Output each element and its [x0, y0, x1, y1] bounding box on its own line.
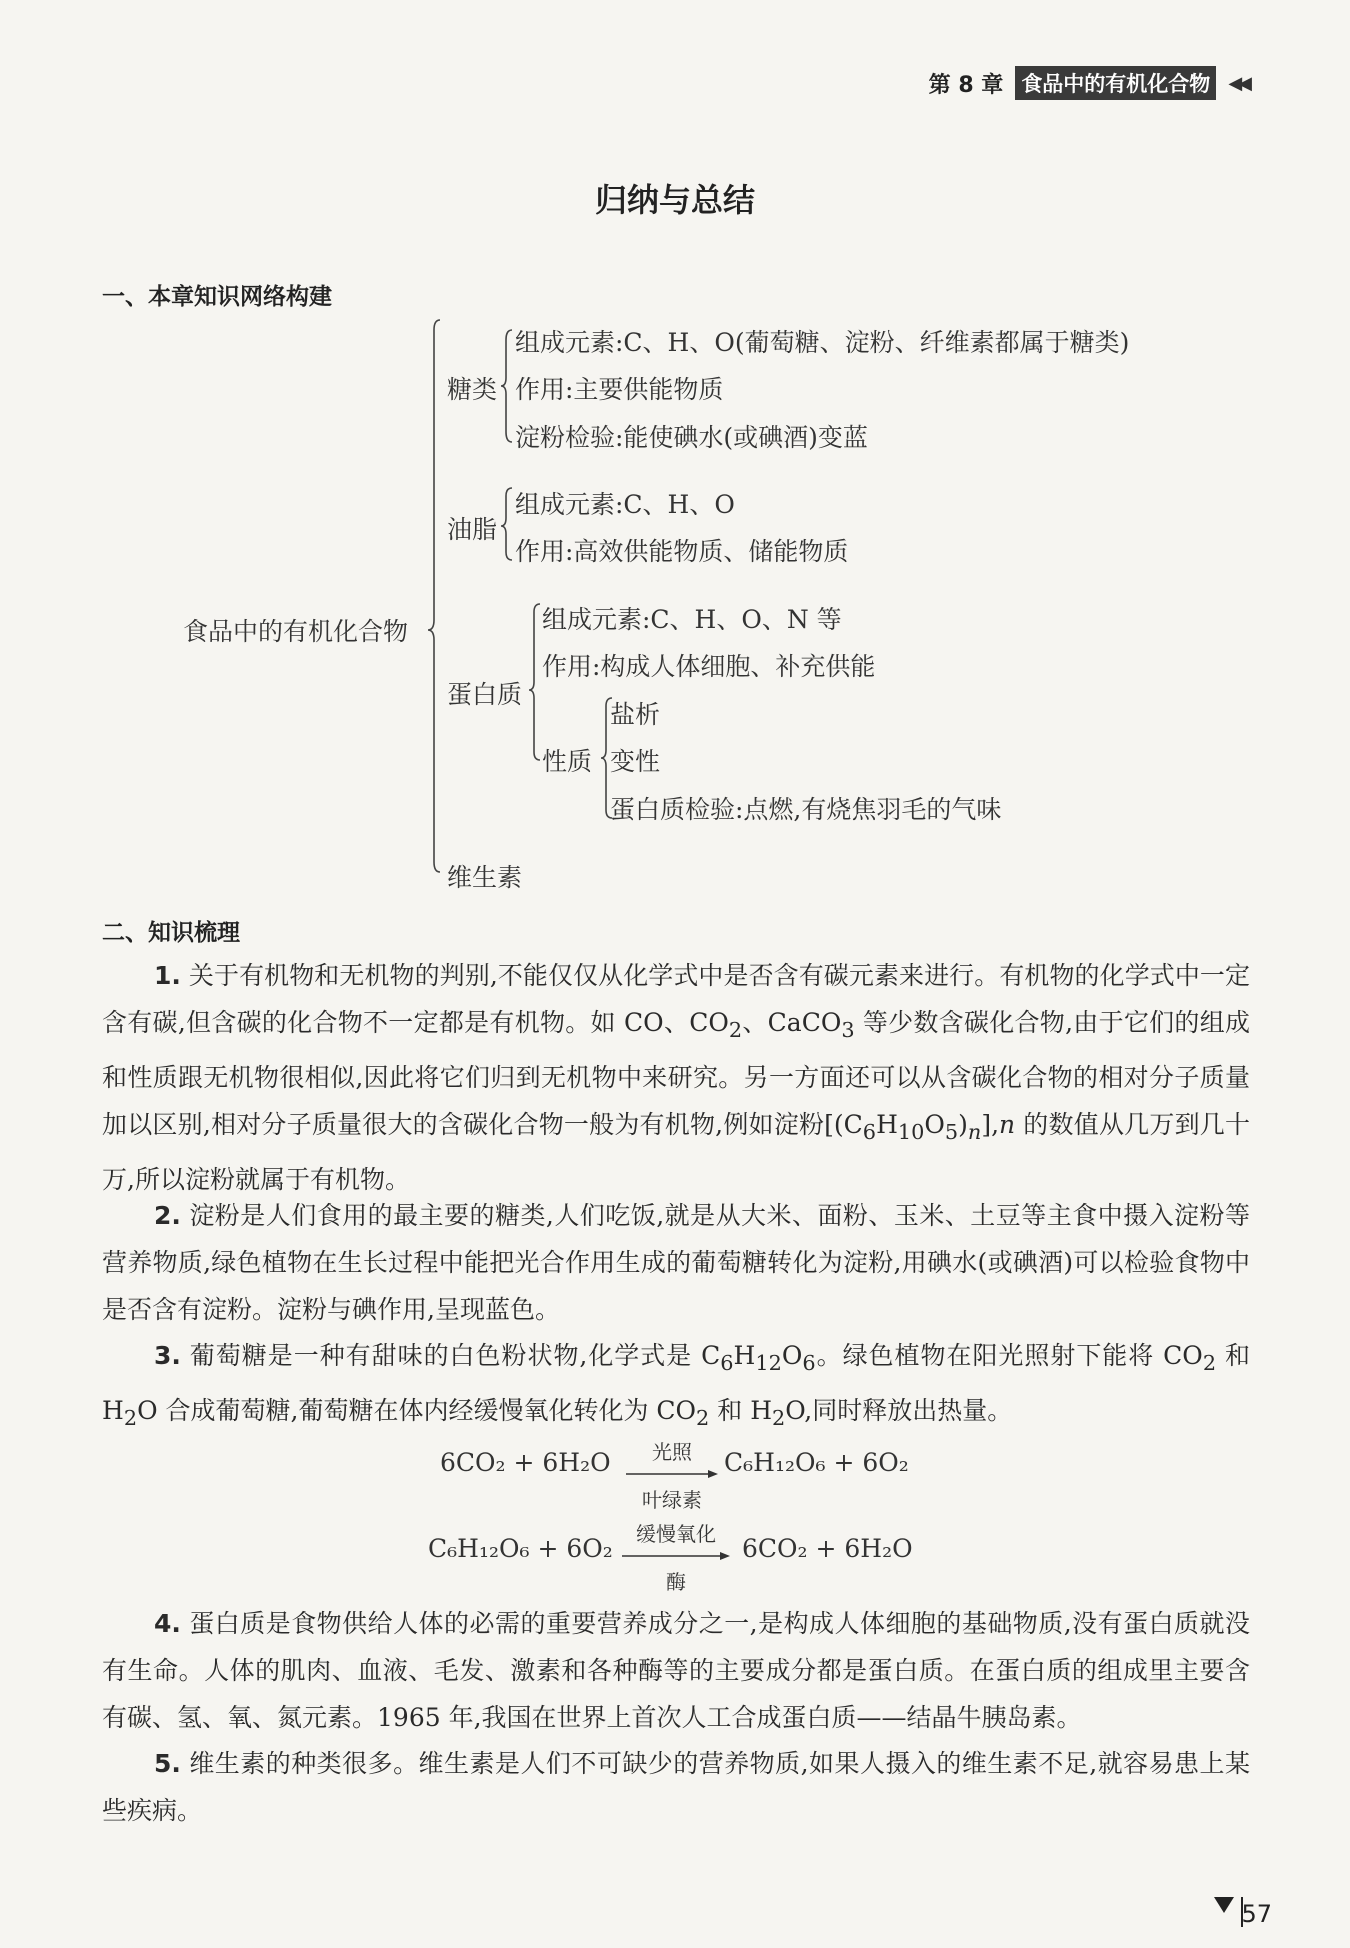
tree-vitamin-label: 维生素: [447, 863, 523, 892]
section-heading-network: 一、本章知识网络构建: [102, 284, 332, 310]
tree-property-label: 性质: [542, 747, 593, 776]
tree-protein-item: 作用:构成人体细胞、补充供能: [542, 652, 876, 681]
tree-sugar-item: 组成元素:C、H、O(葡萄糖、淀粉、纤维素都属于糖类): [515, 328, 1130, 357]
arrow-condition-above: 光照: [652, 1440, 692, 1464]
right-arrow-icon: [624, 1468, 720, 1480]
equation-right: C₆H₁₂O₆ + 6O₂: [724, 1448, 909, 1477]
tree-property-item: 盐析: [610, 700, 661, 729]
tree-root: 食品中的有机化合物: [183, 617, 409, 646]
paragraph-number: 5.: [154, 1749, 181, 1778]
paragraph-number: 4.: [154, 1609, 181, 1638]
paragraph-1: 1. 关于有机物和无机物的判别,不能仅仅从化学式中是否含有碳元素来进行。有机物的化学式中一定含有碳,但含碳的化合物不一定都是有机物。如 CO、$CO_2$、CaCO$_3$ 等少数含碳化合物,由于它们的组成和性质跟无机物很相似,因此将它们归到无机物中来研究。另一方面还可以从含碳化合物的相对分子质量加以区别,相对分子质量很大的含碳化合物一般为有机物,例如淀粉$[(C_6H_{10}O_5)_n],n$ 的数值从几万到几十万,所以淀粉就属于有机物。: [102, 961, 1250, 1194]
equation-right: 6CO₂ + 6H₂O: [742, 1534, 913, 1563]
chapter-number: 第 8 章: [928, 72, 1004, 98]
paragraph-2: 2. 淀粉是人们食用的最主要的糖类,人们吃饭,就是从大米、面粉、玉米、土豆等主食中摄入淀粉等营养物质,绿色植物在生长过程中能把光合作用生成的葡萄糖转化为淀粉,用碘水(或碘酒)可以检验食物中是否含有淀粉。淀粉与碘作用,呈现蓝色。: [102, 1201, 1250, 1324]
page-title: 归纳与总结: [594, 181, 755, 219]
paragraph-4: 4. 蛋白质是食物供给人体的必需的重要营养成分之一,是构成人体细胞的基础物质,没有蛋白质就没有生命。人体的肌肉、血液、毛发、激素和各种酶等的主要成分都是蛋白质。在蛋白质的组成里主要含有碳、氢、氧、氮元素。1965 年,我国在世界上首次人工合成蛋白质——结晶牛胰岛素。: [102, 1609, 1250, 1732]
tree-fat-item: 作用:高效供能物质、储能物质: [515, 537, 849, 566]
arrow-condition-below: 叶绿素: [642, 1488, 702, 1512]
tree-protein-item: 组成元素:C、H、O、N 等: [542, 605, 842, 634]
section-heading-review: 二、知识梳理: [102, 920, 240, 946]
arrow-condition-above: 缓慢氧化: [636, 1522, 716, 1546]
knowledge-tree: [0, 0, 1350, 900]
tree-sugar-item: 作用:主要供能物质: [515, 375, 724, 404]
tree-sugar-item: 淀粉检验:能使碘水(或碘酒)变蓝: [515, 423, 868, 452]
equation-respiration: [428, 1534, 613, 1563]
tree-property-item: 变性: [610, 747, 661, 776]
right-arrow-icon: [620, 1550, 732, 1562]
equation-arrow: [620, 1518, 732, 1595]
tree-sugar-label: 糖类: [447, 375, 498, 404]
arrow-condition-below: 酶: [666, 1570, 686, 1594]
paragraph-number: 1.: [154, 961, 181, 990]
page-marker-icon: [1214, 1897, 1234, 1913]
double-left-arrow-icon: ◀◀: [1228, 72, 1248, 94]
paragraph-number: 2.: [154, 1201, 181, 1230]
page-number: 57: [1241, 1900, 1272, 1928]
paragraph-3: 3. 葡萄糖是一种有甜味的白色粉状物,化学式是 $C_6H_{12}O_6$。绿色植物在阳光照射下能将 $CO_2$ 和 $H_2O$ 合成葡萄糖,葡萄糖在体内经缓慢氧化转化为 $CO_2$ 和 $H_2O$,同时释放出热量。: [102, 1341, 1250, 1430]
tree-fat-item: 组成元素:C、H、O: [515, 490, 735, 519]
equation-left: C₆H₁₂O₆ + 6O₂: [428, 1534, 613, 1563]
tree-protein-label: 蛋白质: [447, 680, 523, 709]
equation-left: 6CO₂ + 6H₂O: [440, 1448, 611, 1477]
tree-property-item: 蛋白质检验:点燃,有烧焦羽毛的气味: [610, 795, 1002, 824]
equation-arrow: [624, 1436, 720, 1513]
equation-photosynthesis: [440, 1448, 611, 1477]
paragraph-5: 5. 维生素的种类很多。维生素是人们不可缺少的营养物质,如果人摄入的维生素不足,就容易患上某些疾病。: [102, 1749, 1250, 1825]
paragraph-number: 3.: [154, 1341, 181, 1370]
tree-fat-label: 油脂: [447, 515, 498, 544]
chapter-title: 食品中的有机化合物: [1015, 66, 1216, 100]
